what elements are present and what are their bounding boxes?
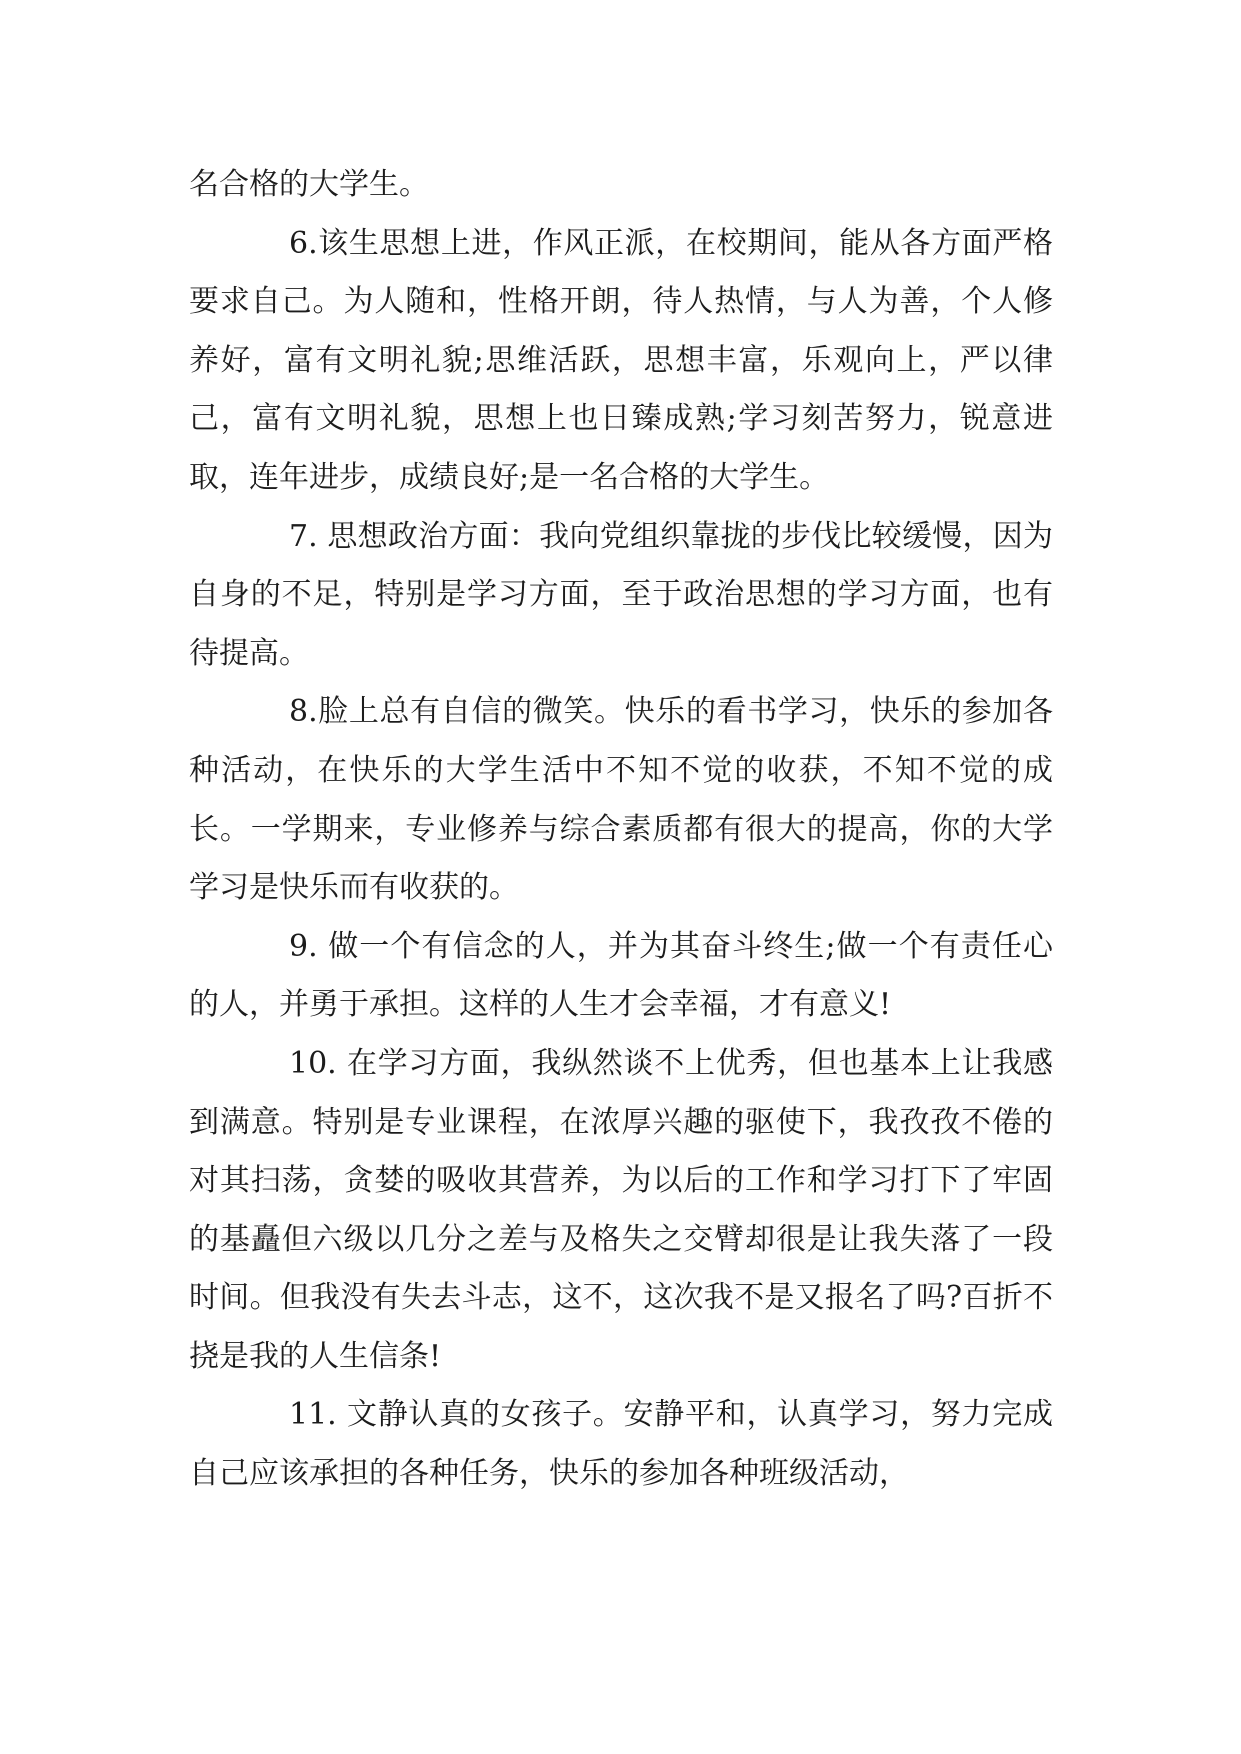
paragraph-continuation: 名合格的大学生。	[189, 167, 429, 202]
paragraph-item-10: 10. 在学习方面，我纵然谈不上优秀，但也基本上让我感到满意。特别是专业课程，在浓厚兴趣的驱使下，我孜孜不倦的对其扫荡，贪婪的吸收其营养，为以后的工作和学习打下了牢固的基矗但六级以几分之差与及格失之交臂却很是让我失落了一段时间。但我没有失去斗志，这不，这次我不是又报名了吗?百折不挠是我的人生信条!	[189, 1045, 1053, 1374]
document-body	[189, 156, 1053, 1504]
paragraph-item-6: 6.该生思想上进，作风正派，在校期间，能从各方面严格要求自己。为人随和，性格开朗，待人热情，与人为善，个人修养好，富有文明礼貌;思维活跃，思想丰富，乐观向上，严以律己，富有文明礼貌，思想上也日臻成熟;学习刻苦努力，锐意进取，连年进步，成绩良好;是一名合格的大学生。	[189, 225, 1053, 495]
paragraph-item-7: 7. 思想政治方面：我向党组织靠拢的步伐比较缓慢，因为自身的不足，特别是学习方面，至于政治思想的学习方面，也有待提高。	[189, 518, 1053, 671]
paragraph-item-11: 11. 文静认真的女孩子。安静平和，认真学习，努力完成自己应该承担的各种任务，快乐的参加各种班级活动，	[189, 1397, 1053, 1492]
paragraph-item-8: 8.脸上总有自信的微笑。快乐的看书学习，快乐的参加各种活动，在快乐的大学生活中不知不觉的收获，不知不觉的成长。一学期来，专业修养与综合素质都有很大的提高，你的大学学习是快乐而有收获的。	[189, 694, 1053, 906]
paragraph-item-9: 9. 做一个有信念的人，并为其奋斗终生;做一个有责任心的人，并勇于承担。这样的人生才会幸福，才有意义!	[189, 928, 1053, 1023]
